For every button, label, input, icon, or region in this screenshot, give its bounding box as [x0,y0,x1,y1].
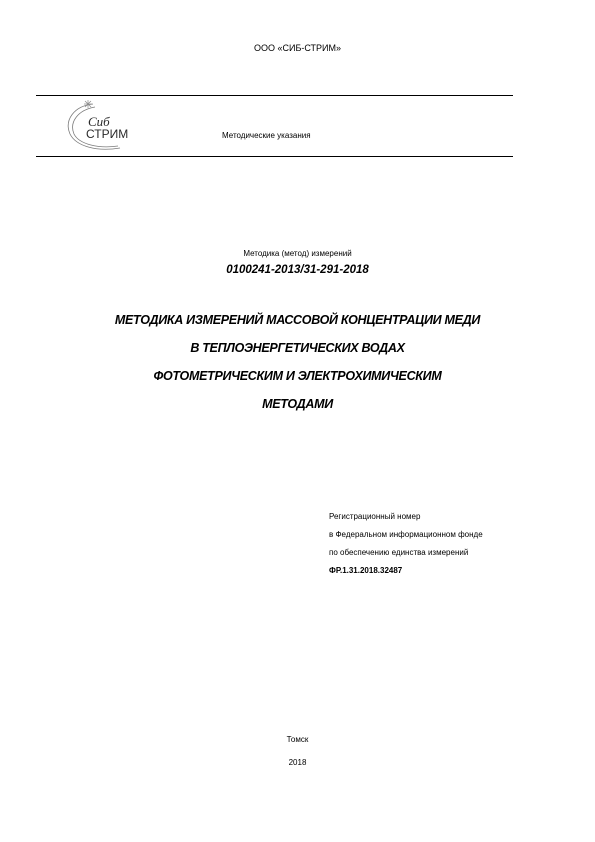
registration-line: Регистрационный номер [329,512,421,521]
logo-text-strim: СТРИМ [86,127,129,141]
registration-block [329,508,483,580]
registration-line: по обеспечению единства измерений [329,548,469,557]
title-line: МЕТОДАМИ [262,397,333,411]
document-title [0,306,595,418]
logo-text-sib: Сиб [88,114,110,129]
method-label: Методика (метод) измерений [243,249,352,258]
document-type: Методические указания [222,131,311,140]
title-line: В ТЕПЛОЭНЕРГЕТИЧЕСКИХ ВОДАХ [190,341,405,355]
city: Томск [286,735,309,744]
title-line: МЕТОДИКА ИЗМЕРЕНИЙ МАССОВОЙ КОНЦЕНТРАЦИИ МЕДИ [114,313,481,327]
year: 2018 [288,758,307,767]
method-code: 0100241-2013/31-291-2018 [226,264,369,276]
registration-number: ФР.1.31.2018.32487 [329,566,403,575]
header-bottom-rule [36,156,513,157]
header-top-rule [36,95,513,96]
title-line: ФОТОМЕТРИЧЕСКИМ И ЭЛЕКТРОХИМИЧЕСКИМ [153,369,442,383]
company-name: ООО «СИБ-СТРИМ» [253,43,342,53]
registration-line: в Федеральном информационном фонде [329,530,483,539]
